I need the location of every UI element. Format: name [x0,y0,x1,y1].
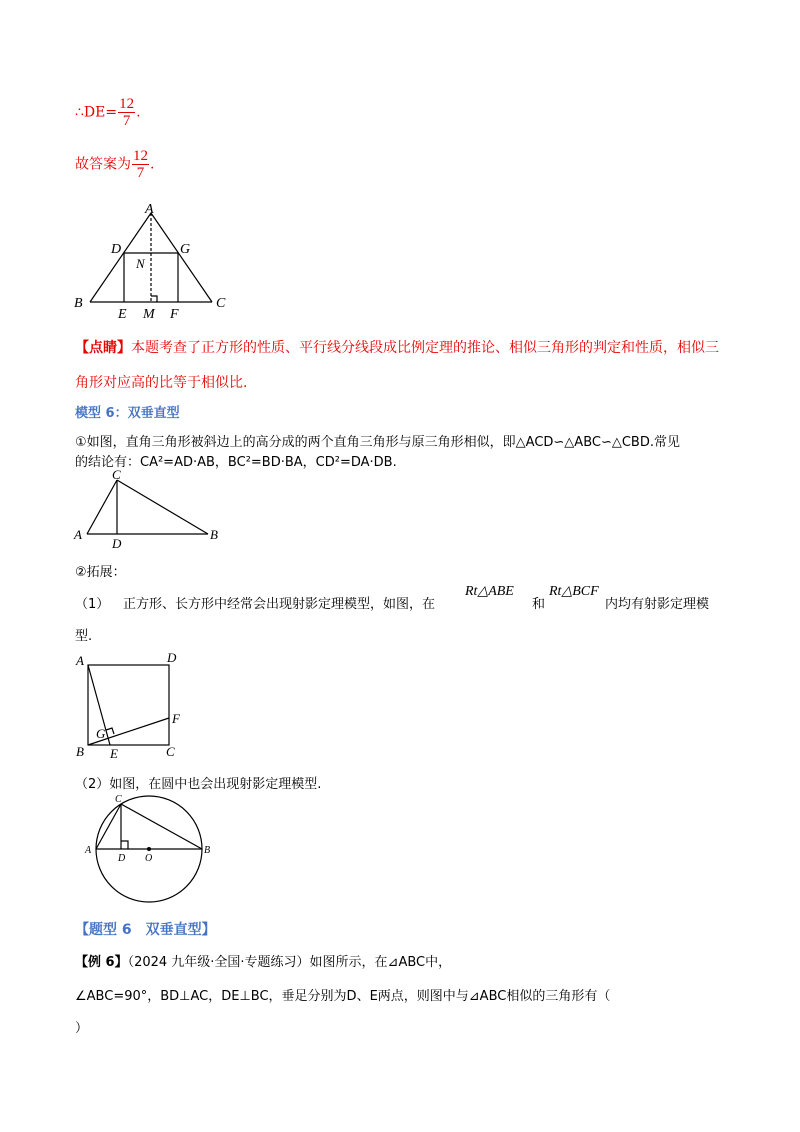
fraction-denominator: 7 [136,165,145,181]
label-C: C [112,467,121,482]
fraction-denominator: 7 [122,113,131,129]
rt-bcf-formula: Rt△BCF [549,584,599,599]
right-triangle-altitude-figure [70,466,230,552]
answer-line [75,148,154,181]
example-line-1 [75,951,451,970]
label-C: C [115,794,122,805]
extension-1-and: 和 [532,597,546,612]
label-F: F [170,307,179,322]
label-G: G [180,242,191,257]
label-A: A [74,527,82,542]
label-D: D [111,242,122,257]
fraction-numerator: 12 [119,96,135,112]
label-F: F [172,711,180,726]
result-prefix: ∴DE= [75,104,118,121]
extension-1-text-b: 内均有射影定理模 [605,597,710,612]
result-line [75,96,141,129]
square-projection-figure [68,648,193,763]
label-B: B [204,845,211,856]
example-source: （2024 九年级·全国·专题练习）如图所示，在⊿ABC中， [127,955,452,970]
comment-line-2: 角形对应高的比等于相似比. [75,375,248,391]
extension-1-text-a: 正方形、长方形中经常会出现射影定理模型，如图，在 [123,597,436,612]
answer-suffix: . [150,156,155,173]
comment-tag: 【点睛】 [75,340,131,356]
extension-1-text-c: 型. [75,629,93,644]
rt-abe-formula: Rt△ABE [465,584,514,599]
example-line-2: ∠ABC=90°，BD⊥AC，DE⊥BC，垂足分别为D、E两点，则图中与⊿ABC相似的三角形有（ [75,989,611,1004]
label-A: A [85,845,92,856]
label-B: B [76,744,84,759]
paragraph-1-line-1: ①如图，直角三角形被斜边上的高分成的两个直角三角形与原三角形相似，即△ACD∽△ABC∽△CBD.常见 [75,435,680,450]
label-D: D [118,853,126,864]
example-line-3: ） [75,1021,89,1036]
result-fraction [118,96,135,129]
model-heading: 模型 6：双垂直型 [75,406,180,421]
center-point [147,847,151,851]
label-C: C [166,744,175,759]
extension-1-number: （1） [75,597,110,612]
label-A: A [76,653,84,668]
label-M: M [143,307,155,322]
answer-fraction [132,148,149,181]
result-suffix: . [136,104,141,121]
comment-text-1: 本题考查了正方形的性质、平行线分线段成比例定理的推论、相似三角形的判定和性质，相似三 [131,340,719,356]
type-heading: 【题型 6 双垂直型】 [75,922,216,938]
label-G: G [96,726,106,741]
example-tag: 【例 6】 [75,955,128,970]
label-D: D [112,536,122,551]
label-A: A [145,202,154,217]
paragraph-1-line-2: 的结论有：CA²=AD·AB，BC²=BD·BA，CD²=DA·DB. [75,455,397,470]
extension-label: ②拓展： [75,565,126,580]
extension-2-line: （2）如图，在圆中也会出现射影定理模型. [75,777,322,792]
label-E: E [110,746,118,761]
label-B: B [74,296,83,311]
label-O: O [145,853,153,864]
comment-line-1 [75,337,719,357]
triangle-square-figure [60,198,240,322]
circle-projection-figure [80,790,220,904]
label-D: D [167,650,177,665]
label-E: E [118,307,127,322]
answer-prefix: 故答案为 [75,156,131,173]
label-C: C [216,296,226,311]
fraction-numerator: 12 [133,148,148,164]
label-N: N [136,256,145,271]
label-B: B [210,527,218,542]
